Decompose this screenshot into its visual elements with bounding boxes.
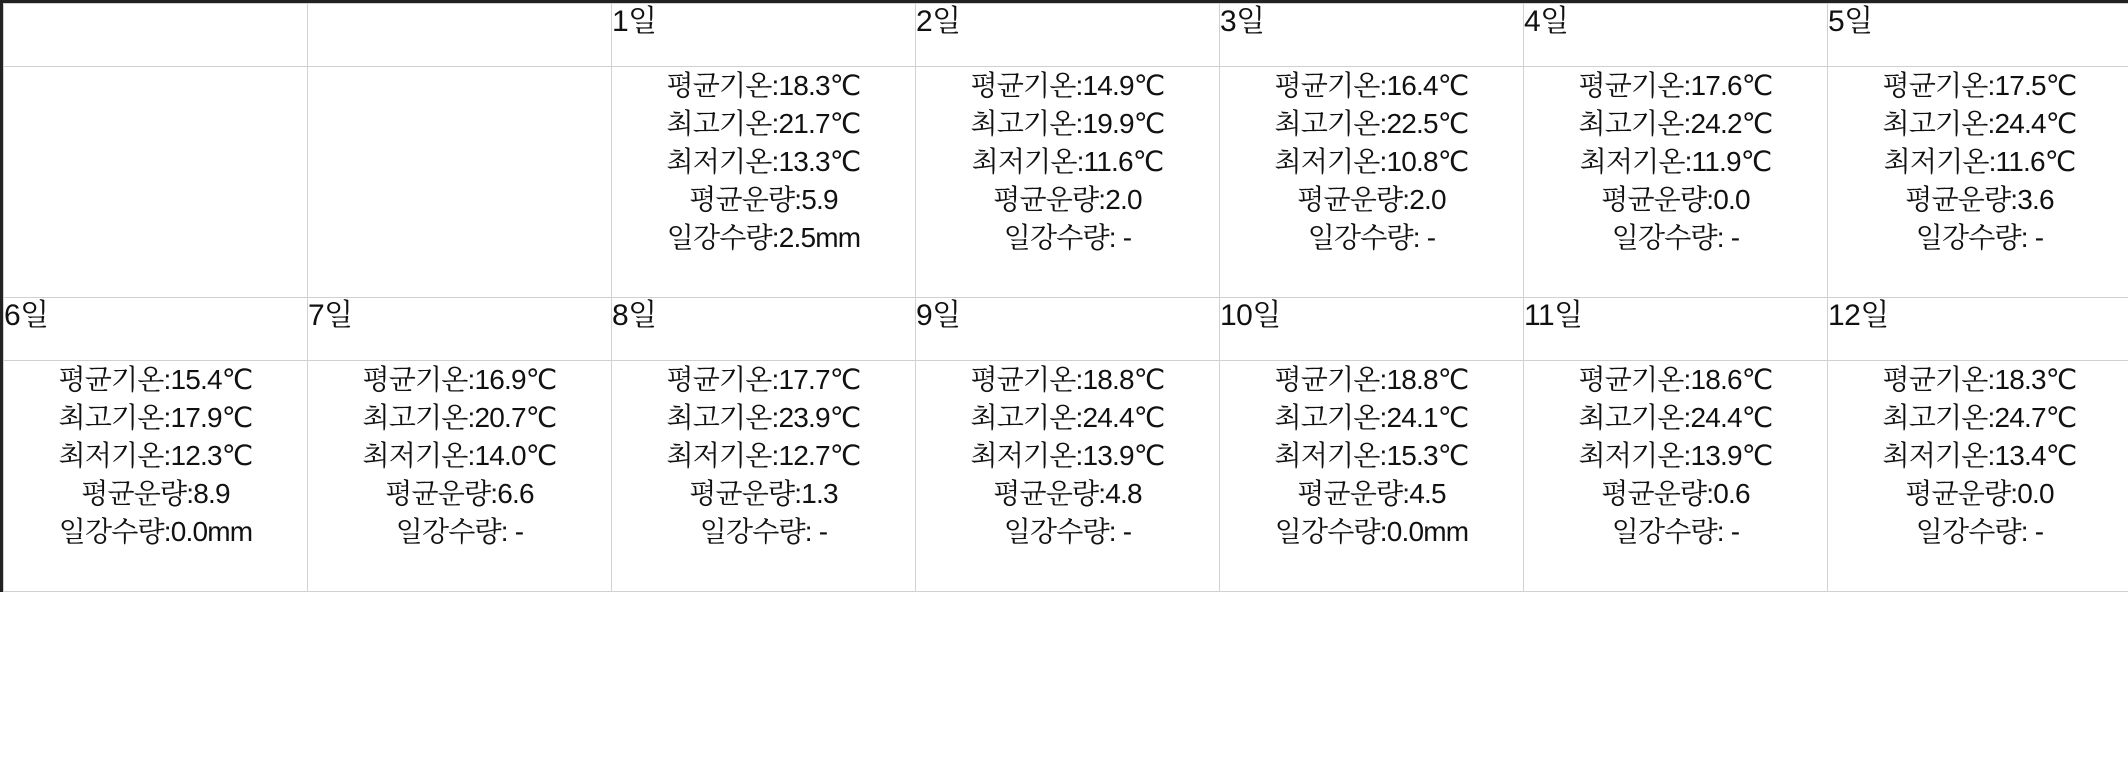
weather-detail-line: 일강수량: - — [1611, 516, 1740, 548]
weather-detail-line: 평균기온:18.6℃ — [1578, 364, 1773, 395]
weather-detail-line: 일강수량:0.0mm — [1274, 516, 1469, 548]
calendar-week-header-row — [4, 298, 2128, 361]
calendar-day-number[interactable]: 8일 — [612, 298, 916, 361]
calendar-day-number[interactable]: 7일 — [308, 298, 612, 361]
weather-detail-line: 최고기온:24.4℃ — [970, 402, 1165, 434]
weather-detail-line: 일강수량: - — [1915, 222, 2044, 254]
calendar-day-detail — [612, 361, 916, 592]
calendar-day-number[interactable]: 3일 — [1220, 4, 1524, 67]
calendar-empty-day-detail — [308, 67, 612, 298]
weather-detail-line: 평균기온:18.3℃ — [666, 70, 861, 101]
weather-calendar-table — [3, 3, 2128, 592]
calendar-day-detail — [4, 361, 308, 592]
weather-detail-line: 평균기온:17.7℃ — [666, 364, 861, 395]
weather-detail-line: 평균운량:2.0 — [1297, 184, 1446, 216]
weather-detail-line: 평균기온:16.4℃ — [1274, 70, 1469, 101]
calendar-empty-day-detail — [4, 67, 308, 298]
calendar-day-number[interactable]: 9일 — [916, 298, 1220, 361]
calendar-day-number[interactable]: 2일 — [916, 4, 1220, 67]
weather-detail-line: 최저기온:15.3℃ — [1274, 440, 1469, 472]
weather-detail-line: 일강수량: - — [1307, 222, 1436, 254]
weather-detail-line: 평균운량:1.3 — [689, 478, 838, 510]
weather-detail-line: 평균운량:4.5 — [1297, 478, 1446, 510]
calendar-week-detail-row — [4, 361, 2128, 592]
weather-detail-line: 평균운량:0.0 — [1905, 478, 2054, 510]
weather-detail-line: 일강수량: - — [1003, 516, 1132, 548]
weather-detail-line: 최고기온:24.2℃ — [1578, 108, 1773, 140]
weather-detail-line: 평균운량:3.6 — [1905, 184, 2054, 216]
weather-detail-line: 최고기온:24.7℃ — [1882, 402, 2077, 434]
calendar-day-number[interactable]: 11일 — [1524, 298, 1828, 361]
calendar-day-detail — [612, 67, 916, 298]
calendar-day-detail — [916, 67, 1220, 298]
calendar-empty-day-header — [4, 4, 308, 67]
weather-detail-line: 최고기온:24.4℃ — [1578, 402, 1773, 434]
weather-detail-line: 최저기온:14.0℃ — [362, 440, 557, 472]
weather-detail-line: 일강수량: - — [699, 516, 828, 548]
calendar-week-detail-row — [4, 67, 2128, 298]
weather-detail-line: 최저기온:11.6℃ — [971, 146, 1164, 178]
weather-detail-line: 평균기온:17.6℃ — [1578, 70, 1773, 101]
weather-detail-line: 평균기온:16.9℃ — [362, 364, 557, 395]
calendar-day-detail — [1828, 361, 2128, 592]
calendar-day-detail — [1524, 361, 1828, 592]
calendar-day-detail — [308, 361, 612, 592]
weather-detail-line: 최고기온:17.9℃ — [58, 402, 253, 434]
calendar-day-number[interactable]: 1일 — [612, 4, 916, 67]
calendar-day-detail — [1828, 67, 2128, 298]
weather-detail-line: 최저기온:12.3℃ — [58, 440, 253, 472]
weather-detail-line: 최고기온:24.1℃ — [1274, 402, 1469, 434]
weather-detail-line: 일강수량:2.5mm — [666, 222, 861, 254]
weather-detail-line: 최고기온:24.4℃ — [1882, 108, 2077, 140]
weather-detail-line: 최저기온:10.8℃ — [1274, 146, 1469, 178]
calendar-day-detail — [1524, 67, 1828, 298]
weather-detail-line: 평균운량:4.8 — [993, 478, 1142, 510]
weather-detail-line: 일강수량: - — [395, 516, 524, 548]
weather-detail-line: 최고기온:23.9℃ — [666, 402, 861, 434]
calendar-day-number[interactable]: 4일 — [1524, 4, 1828, 67]
weather-detail-line: 최저기온:13.4℃ — [1882, 440, 2077, 472]
calendar-empty-day-header — [308, 4, 612, 67]
weather-detail-line: 평균운량:6.6 — [385, 478, 534, 510]
weather-detail-line: 평균기온:17.5℃ — [1882, 70, 2077, 101]
weather-detail-line: 평균기온:15.4℃ — [58, 364, 253, 395]
calendar-body — [4, 4, 2128, 592]
calendar-day-number[interactable]: 10일 — [1220, 298, 1524, 361]
weather-detail-line: 일강수량: - — [1003, 222, 1132, 254]
weather-detail-line: 평균기온:18.3℃ — [1882, 364, 2077, 395]
weather-detail-line: 일강수량: - — [1915, 516, 2044, 548]
weather-detail-line: 최저기온:13.9℃ — [1578, 440, 1773, 472]
calendar-day-number[interactable]: 5일 — [1828, 4, 2128, 67]
weather-detail-line: 평균기온:18.8℃ — [970, 364, 1165, 395]
weather-detail-line: 평균운량:5.9 — [689, 184, 838, 216]
weather-detail-line: 최고기온:22.5℃ — [1274, 108, 1469, 140]
calendar-week-header-row — [4, 4, 2128, 67]
weather-detail-line: 평균운량:0.0 — [1601, 184, 1750, 216]
weather-detail-line: 일강수량: - — [1611, 222, 1740, 254]
weather-detail-line: 평균운량:0.6 — [1601, 478, 1750, 510]
calendar-day-number[interactable]: 12일 — [1828, 298, 2128, 361]
weather-detail-line: 일강수량:0.0mm — [58, 516, 253, 548]
weather-detail-line: 최저기온:11.9℃ — [1579, 146, 1772, 178]
weather-detail-line: 평균운량:8.9 — [81, 478, 230, 510]
weather-detail-line: 평균운량:2.0 — [993, 184, 1142, 216]
weather-detail-line: 최고기온:21.7℃ — [666, 108, 861, 140]
weather-detail-line: 최저기온:12.7℃ — [666, 440, 861, 472]
calendar-day-detail — [916, 361, 1220, 592]
weather-calendar — [0, 3, 2128, 592]
weather-detail-line: 최저기온:11.6℃ — [1883, 146, 2076, 178]
weather-detail-line: 최저기온:13.3℃ — [666, 146, 861, 178]
weather-detail-line: 최고기온:20.7℃ — [362, 402, 557, 434]
calendar-day-detail — [1220, 67, 1524, 298]
weather-detail-line: 최저기온:13.9℃ — [970, 440, 1165, 472]
weather-detail-line: 평균기온:14.9℃ — [970, 70, 1165, 101]
weather-detail-line: 최고기온:19.9℃ — [970, 108, 1165, 140]
calendar-day-number[interactable]: 6일 — [4, 298, 308, 361]
weather-detail-line: 평균기온:18.8℃ — [1274, 364, 1469, 395]
calendar-day-detail — [1220, 361, 1524, 592]
